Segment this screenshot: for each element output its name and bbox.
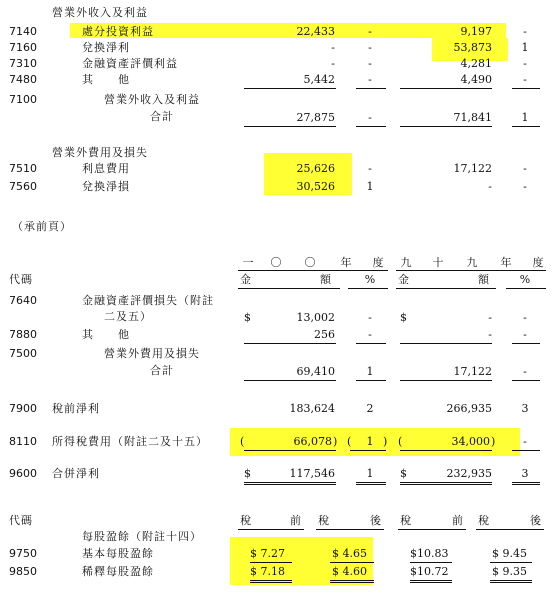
- amount-cell: 266,935: [446, 402, 492, 415]
- row-label: 二及五）: [104, 310, 152, 323]
- year-header-char: 年: [500, 256, 512, 269]
- eps-value: $ 4.65: [332, 547, 367, 560]
- amount-cell: 232,935: [446, 467, 492, 480]
- amount-cell: 4,490: [460, 73, 492, 86]
- row-code: 7500: [9, 347, 37, 360]
- currency-sign: $: [244, 311, 251, 324]
- double-underline: [356, 482, 386, 485]
- pct-cell: -: [368, 57, 372, 70]
- amount-cell: -: [331, 57, 335, 70]
- header-rule: [396, 288, 496, 289]
- pct-cell: 1: [366, 365, 374, 378]
- pct-cell: -: [523, 435, 527, 448]
- pct-cell: 1: [366, 467, 374, 480]
- row-code: 9600: [9, 467, 37, 480]
- section-title-nonop-income: 營業外收入及利益: [52, 6, 148, 19]
- underline: [244, 88, 336, 89]
- amount-cell: 53,873: [453, 41, 492, 54]
- row-code: 7640: [9, 294, 37, 307]
- pct-cell: -: [368, 311, 372, 324]
- amount-cell: 256: [314, 328, 335, 341]
- row-label: 基本每股盈餘: [82, 547, 154, 560]
- row-label: 營業外收入及利益: [104, 93, 200, 106]
- continued-note: （承前頁）: [12, 220, 72, 233]
- pct-cell: -: [523, 328, 527, 341]
- underline: [400, 380, 492, 381]
- underline: [490, 562, 532, 563]
- amount-cell: -: [488, 180, 492, 193]
- row-label: 稅前淨利: [52, 402, 100, 415]
- amount-cell: 5,442: [303, 73, 335, 86]
- row-code: 7480: [9, 73, 37, 86]
- underline: [410, 562, 452, 563]
- amount-cell: 71,841: [453, 111, 492, 124]
- year-header-char: 度: [372, 256, 384, 269]
- amount-cell: 17,122: [453, 365, 492, 378]
- underline: [244, 126, 336, 127]
- eps-header-char: 稅: [318, 514, 329, 527]
- year-header-char: 〇: [270, 256, 282, 269]
- amount-header-char: 額: [320, 273, 331, 286]
- underline: [512, 88, 540, 89]
- underline: [330, 562, 374, 563]
- year-header-char: 一: [242, 256, 254, 269]
- row-label: 營業外費用及損失: [104, 347, 200, 360]
- underline: [512, 126, 540, 127]
- pct-header: %: [519, 273, 531, 286]
- pct-cell: 1: [366, 180, 374, 193]
- pct-cell: 3: [521, 467, 529, 480]
- row-code: 7560: [9, 180, 37, 193]
- header-rule: [396, 270, 546, 271]
- underline: [400, 343, 492, 344]
- double-underline: [330, 580, 374, 583]
- amount-cell: -: [488, 311, 492, 324]
- eps-header-char: 後: [530, 514, 541, 527]
- underline: [350, 450, 386, 451]
- row-code: 7510: [9, 162, 37, 175]
- code-header: 代碼: [9, 514, 33, 527]
- paren-open: (: [240, 435, 245, 448]
- row-label: 合併淨利: [52, 467, 100, 480]
- eps-value: $ 9.45: [492, 547, 527, 560]
- row-code: 7160: [9, 41, 37, 54]
- pct-cell: 1: [521, 111, 529, 124]
- eps-value: $ 7.18: [250, 565, 285, 578]
- year-header-char: 九: [466, 256, 478, 269]
- underline: [512, 450, 540, 451]
- pct-cell: -: [368, 41, 372, 54]
- pct-cell: -: [523, 180, 527, 193]
- row-label: 利息費用: [82, 162, 130, 175]
- pct-cell: -: [523, 57, 527, 70]
- pct-cell: -: [523, 311, 527, 324]
- header-rule: [476, 529, 544, 530]
- eps-header-char: 稅: [240, 514, 251, 527]
- amount-cell: 183,624: [289, 402, 335, 415]
- underline: [400, 88, 492, 89]
- row-code: 9750: [9, 547, 37, 560]
- underline: [250, 562, 292, 563]
- pct-header: %: [364, 273, 376, 286]
- pct-cell: 1: [366, 435, 374, 448]
- header-rule: [506, 288, 546, 289]
- underline: [356, 343, 386, 344]
- eps-value: $10.72: [410, 565, 449, 578]
- amount-cell: 30,526: [296, 180, 335, 193]
- year-header-char: 〇: [304, 256, 316, 269]
- year-header-char: 九: [400, 256, 412, 269]
- underline: [400, 126, 492, 127]
- amount-cell: 17,122: [453, 162, 492, 175]
- amount-header-char: 金: [240, 273, 251, 286]
- pct-cell: -: [368, 111, 372, 124]
- underline: [244, 380, 336, 381]
- eps-value: $ 7.27: [250, 547, 285, 560]
- paren-close: ): [491, 435, 496, 448]
- amount-cell: -: [331, 41, 335, 54]
- pct-cell: -: [368, 73, 372, 86]
- amount-cell: 66,078: [293, 435, 332, 448]
- double-underline: [250, 580, 292, 583]
- eps-header-char: 前: [290, 514, 301, 527]
- year-header-char: 年: [340, 256, 352, 269]
- header-rule: [238, 529, 304, 530]
- underline: [400, 450, 492, 451]
- eps-header-char: 稅: [478, 514, 489, 527]
- eps-title: 每股盈餘（附註十四）: [82, 530, 202, 543]
- amount-cell: 22,433: [296, 25, 335, 38]
- pct-cell: 1: [521, 41, 529, 54]
- pct-cell: -: [523, 25, 527, 38]
- code-header: 代碼: [9, 273, 33, 286]
- underline: [356, 88, 386, 89]
- pct-cell: 3: [521, 402, 529, 415]
- pct-cell: -: [368, 328, 372, 341]
- double-underline: [512, 482, 540, 485]
- row-label: 合計: [150, 364, 174, 377]
- amount-header-char: 額: [478, 273, 489, 286]
- eps-header-char: 前: [452, 514, 463, 527]
- eps-header-char: 稅: [400, 514, 411, 527]
- currency-sign: $: [400, 467, 407, 480]
- eps-value: $ 4.60: [332, 565, 367, 578]
- header-rule: [398, 529, 466, 530]
- row-label: 稀釋每股盈餘: [82, 565, 154, 578]
- underline: [356, 126, 386, 127]
- underline: [512, 380, 540, 381]
- row-code: 7140: [9, 25, 37, 38]
- row-label: 其 他: [82, 73, 130, 86]
- row-label: 處分投資利益: [82, 25, 154, 38]
- row-code: 7100: [9, 93, 37, 106]
- amount-cell: 34,000: [451, 435, 490, 448]
- amount-cell: 117,546: [289, 467, 335, 480]
- pct-cell: 2: [366, 402, 374, 415]
- paren-close: ): [383, 435, 388, 448]
- section-title-nonop-expense: 營業外費用及損失: [52, 146, 148, 159]
- paren-close: ): [333, 435, 338, 448]
- underline: [356, 380, 386, 381]
- eps-header-char: 後: [370, 514, 381, 527]
- paren-open: (: [398, 435, 403, 448]
- row-code: 7880: [9, 328, 37, 341]
- pct-cell: -: [523, 365, 527, 378]
- amount-cell: 25,626: [296, 162, 335, 175]
- row-code: 7900: [9, 402, 37, 415]
- row-code: 8110: [9, 435, 37, 448]
- header-rule: [238, 270, 388, 271]
- amount-cell: 27,875: [296, 111, 335, 124]
- pct-cell: -: [523, 162, 527, 175]
- year-header-char: 度: [532, 256, 544, 269]
- amount-cell: 13,002: [296, 311, 335, 324]
- year-header-char: 十: [432, 256, 444, 269]
- amount-cell: 9,197: [460, 25, 492, 38]
- row-label: 金融資產評價利益: [82, 57, 178, 70]
- amount-cell: 69,410: [296, 365, 335, 378]
- currency-sign: $: [400, 311, 407, 324]
- double-underline: [410, 580, 452, 583]
- eps-value: $ 9.35: [492, 565, 527, 578]
- row-code: 9850: [9, 565, 37, 578]
- paren-open: (: [347, 435, 352, 448]
- row-label: 所得稅費用（附註二及十五）: [52, 435, 208, 448]
- underline: [244, 450, 336, 451]
- double-underline: [490, 580, 532, 583]
- row-label: 金融資產評價損失（附註: [82, 294, 214, 307]
- amount-header-char: 金: [398, 273, 409, 286]
- pct-cell: -: [368, 25, 372, 38]
- amount-cell: -: [488, 328, 492, 341]
- currency-sign: $: [244, 467, 251, 480]
- row-label: 其 他: [82, 328, 130, 341]
- pct-cell: -: [368, 162, 372, 175]
- underline: [512, 343, 540, 344]
- row-code: 7310: [9, 57, 37, 70]
- row-label: 兌換淨損: [82, 180, 130, 193]
- amount-cell: 4,281: [460, 57, 492, 70]
- underline: [244, 343, 336, 344]
- row-label: 兌換淨利: [82, 41, 130, 54]
- row-label: 合計: [150, 110, 174, 123]
- header-rule: [316, 529, 384, 530]
- header-rule: [348, 288, 388, 289]
- pct-cell: -: [523, 73, 527, 86]
- header-rule: [238, 288, 340, 289]
- eps-value: $10.83: [410, 547, 449, 560]
- double-underline: [244, 482, 336, 485]
- double-underline: [400, 482, 492, 485]
